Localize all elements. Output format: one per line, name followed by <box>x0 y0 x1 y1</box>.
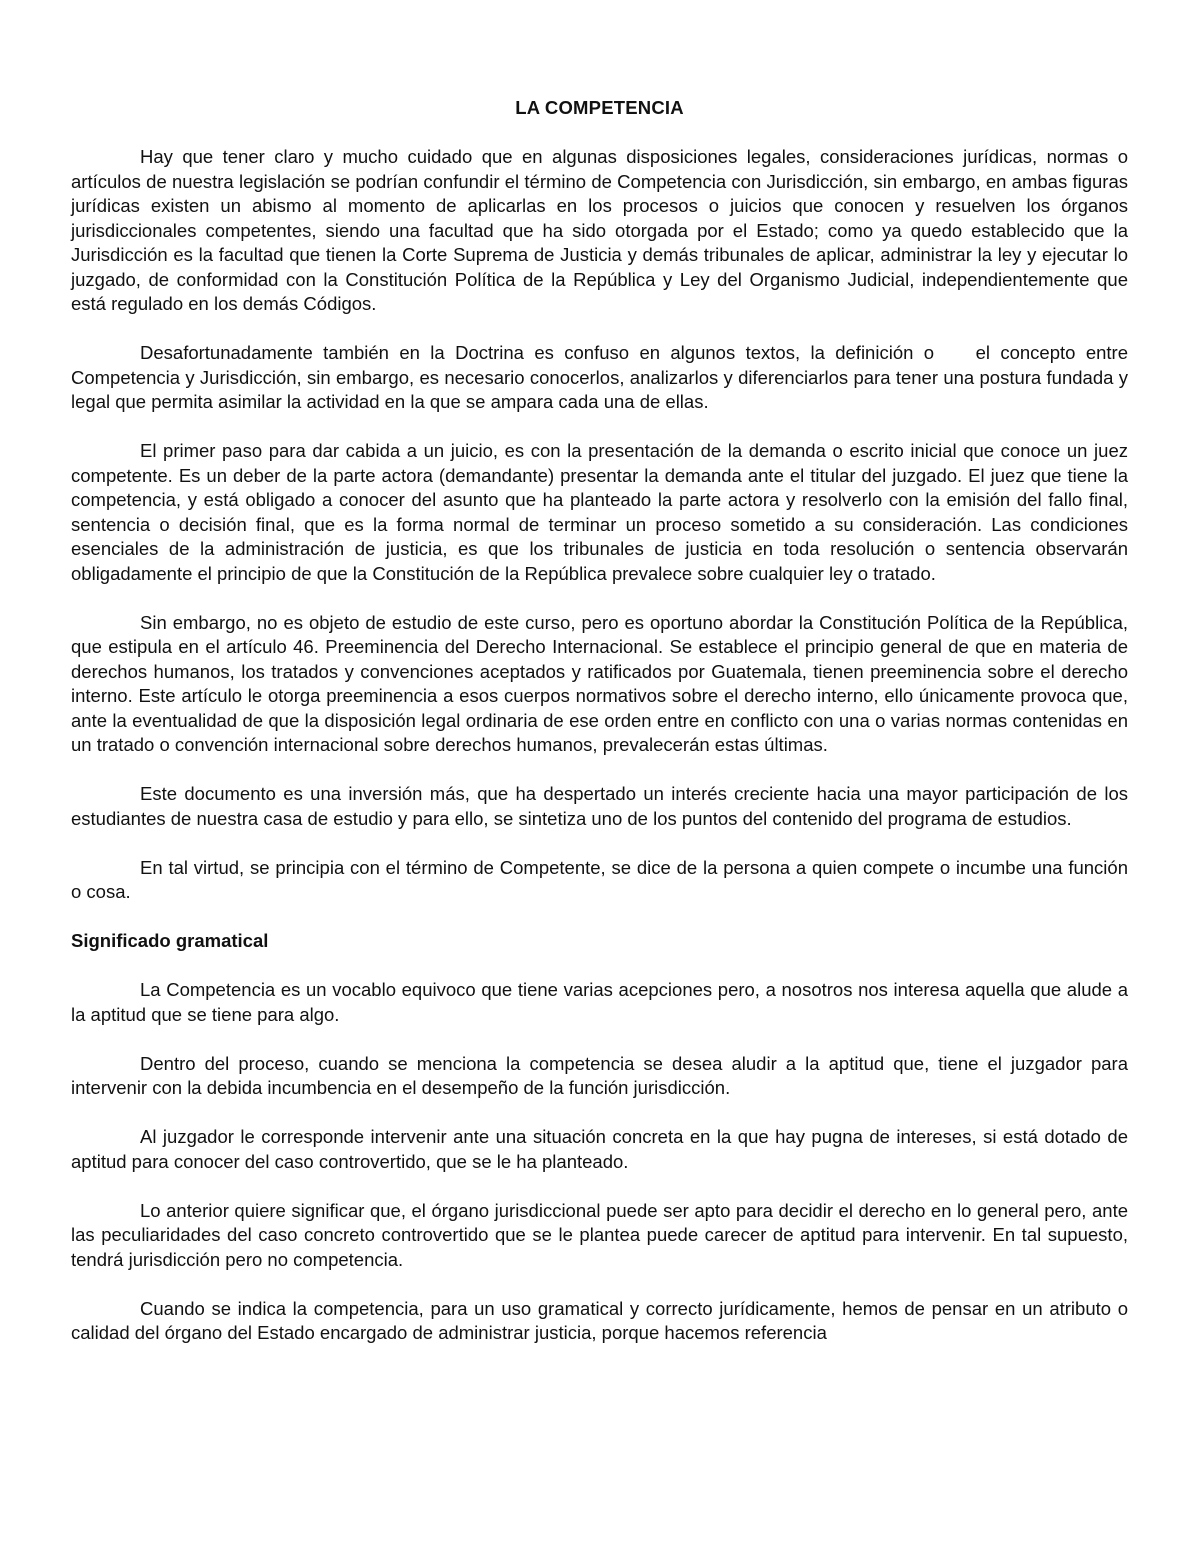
paragraph-5: Este documento es una inversión más, que ha despertado un interés creciente hacia una mayor participación de los estudiantes de nuestra casa de estudio y para ello, se sintetiza uno de los puntos del contenido del programa de estudios. <box>71 783 1128 829</box>
section-paragraph-2: Dentro del proceso, cuando se menciona la competencia se desea aludir a la aptitud que, tiene el juzgador para intervenir con la debida incumbencia en el desempeño de la función jurisdicción. <box>71 1052 1128 1098</box>
section-heading: Significado gramatical <box>71 930 269 951</box>
paragraph-6: En tal virtud, se principia con el término de Competente, se dice de la persona a quien compete o incumbe una función o cosa. <box>71 856 1128 902</box>
section-paragraph-3: Al juzgador le corresponde intervenir ante una situación concreta en la que hay pugna de intereses, si está dotado de aptitud para conocer del caso controvertido, que se le ha planteado. <box>71 1126 1128 1172</box>
page-title: LA COMPETENCIA <box>515 97 684 118</box>
paragraph-4: Sin embargo, no es objeto de estudio de este curso, pero es oportuno abordar la Constitución Política de la República, que estipula en el artículo 46. Preeminencia del Derecho Internacional. Se establece el principio general de que en materia de derechos humanos, los tratados y convenciones aceptados y ratificados por Guatemala, tienen preeminencia sobre el derecho interno. Este artículo le otorga preeminencia a esos cuerpos normativos sobre el derecho interno, ello únicamente provoca que, ante la eventualidad de que la disposición legal ordinaria de ese orden entre en conflicto con una o varias normas contenidas en un tratado o convención internacional sobre derechos humanos, prevalecerán estas últimas. <box>71 611 1128 755</box>
paragraph-2: Desafortunadamente también en la Doctrina es confuso en algunos textos, la definición o el concepto entre Competencia y Jurisdicción, sin embargo, es necesario conocerlos, analizarlos y diferenciarlos para tener una postura fundada y legal que permita asimilar la actividad en la que se ampara cada una de ellas. <box>71 342 1134 412</box>
paragraph-3: El primer paso para dar cabida a un juicio, es con la presentación de la demanda o escrito inicial que conoce un juez competente. Es un deber de la parte actora (demandante) presentar la demanda ante el titular del juzgado. El juez que tiene la competencia, y está obligado a conocer del asunto que ha planteado la parte actora y resolverlo con la emisión del fallo final, sentencia o decisión final, que es la forma normal de terminar un proceso sometido a su consideración. Las condiciones esenciales de la administración de justicia, es que los tribunales de justicia en toda resolución o sentencia observarán obligadamente el principio de que la Constitución de la República prevalece sobre cualquier ley o tratado. <box>71 440 1128 584</box>
paragraph-1: Hay que tener claro y mucho cuidado que en algunas disposiciones legales, consideraciones jurídicas, normas o artículos de nuestra legislación se podrían confundir el término de Competencia con Jurisdicción, sin embargo, en ambas figuras jurídicas existen un abismo al momento de aplicarlas en los procesos o juicios que conocen y resuelven los órganos jurisdiccionales competentes, siendo una facultad que ha sido otorgada por el Estado; como ya quedo establecido que la Jurisdicción es la facultad que tienen la Corte Suprema de Justicia y demás tribunales de aplicar, administrar la ley y ejecutar lo juzgado, de conformidad con la Constitución Política de la República y Ley del Organismo Judicial, independientemente que está regulado en los demás Códigos. <box>71 146 1128 314</box>
section-paragraph-1: La Competencia es un vocablo equivoco que tiene varias acepciones pero, a nosotros nos interesa aquella que alude a la aptitud que se tiene para algo. <box>71 979 1128 1025</box>
section-paragraph-5: Cuando se indica la competencia, para un uso gramatical y correcto jurídicamente, hemos de pensar en un atributo o calidad del órgano del Estado encargado de administrar justicia, porque hacemos referencia <box>71 1297 1128 1343</box>
section-paragraph-4: Lo anterior quiere significar que, el órgano jurisdiccional puede ser apto para decidir el derecho en lo general pero, ante las peculiaridades del caso concreto controvertido que se le plantea puede carecer de aptitud para intervenir. En tal supuesto, tendrá jurisdicción pero no competencia. <box>71 1199 1128 1270</box>
